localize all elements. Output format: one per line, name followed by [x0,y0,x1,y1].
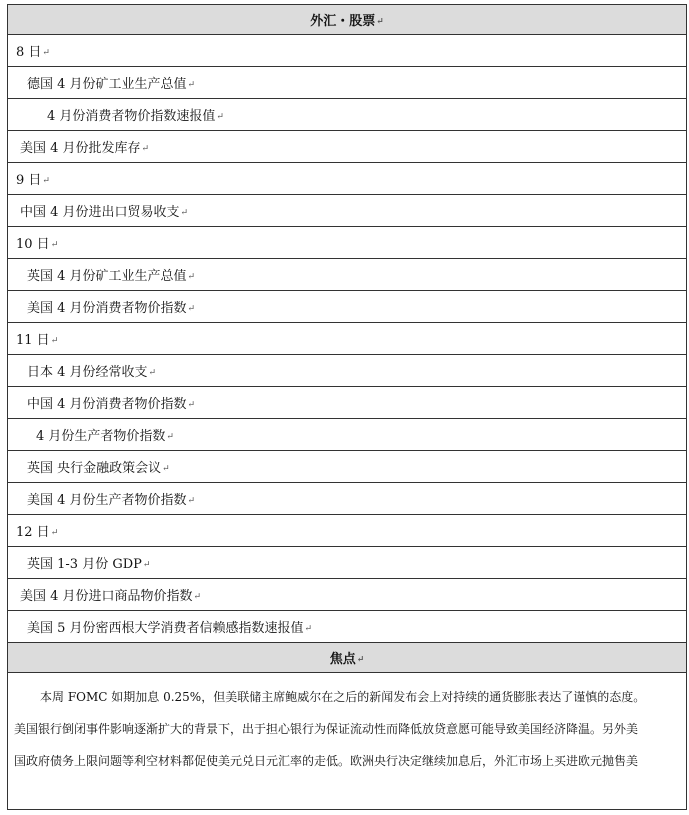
event-row [8,451,686,483]
section-header-forex-stocks [8,5,686,35]
event-row [8,99,686,131]
row-text: 4 月份消费者物价指数速报值 [47,109,216,124]
row-text: 美国 4 月份批发库存 [20,141,141,156]
focus-line: 美国银行倒闭事件影响逐渐扩大的背景下，出于担心银行为保证流动性而降低放贷意愿可能导致美国经济降温。另外美 [14,722,639,736]
row-text: 4 月份生产者物价指数 [36,429,166,444]
paragraph-mark: ↵ [42,47,50,58]
row-text: 11 日 [16,333,50,348]
date-row [8,227,686,259]
row-text: 中国 4 月份进出口贸易收支 [20,205,180,220]
paragraph-mark: ↵ [187,399,196,410]
paragraph-mark: ↵ [187,79,196,90]
event-row [8,579,686,611]
paragraph-mark: ↵ [187,495,196,506]
paragraph-mark: ↵ [216,111,224,122]
event-row [8,195,686,227]
calendar-table [7,4,687,810]
focus-line: 本周 FOMC 如期加息 0.25%，但美联储主席鲍威尔在之后的新闻发布会上对持续的通货膨胀表达了谨慎的态度。 [40,690,646,704]
paragraph-mark: ↵ [141,143,150,154]
row-text: 美国 4 月份生产者物价指数 [27,493,187,508]
row-text: 12 日 [16,525,50,540]
row-text: 美国 4 月份进口商品物价指数 [20,589,193,604]
paragraph-mark: ↵ [187,271,196,282]
paragraph-mark: ↵ [50,239,59,250]
paragraph-mark: ↵ [50,335,59,346]
row-text: 日本 4 月份经常收支 [27,365,148,380]
section-header-focus [8,643,686,673]
row-text: 美国 4 月份消费者物价指数 [27,301,187,316]
paragraph-mark: ↵ [180,207,189,218]
paragraph-mark: ↵ [356,654,365,665]
event-row [8,419,686,451]
paragraph-mark: ↵ [142,559,151,570]
row-text: 9 日 [16,173,42,188]
row-text: 德国 4 月份矿工业生产总值 [27,77,187,92]
event-row [8,483,686,515]
row-text: 英国 4 月份矿工业生产总值 [27,269,187,284]
event-row [8,131,686,163]
event-row [8,67,686,99]
row-text: 8 日 [16,45,42,60]
row-text: 中国 4 月份消费者物价指数 [27,397,187,412]
event-row [8,355,686,387]
paragraph-mark: ↵ [50,527,59,538]
date-row [8,515,686,547]
row-text: 英国 1-3 月份 GDP [27,557,142,572]
paragraph-mark: ↵ [166,431,174,442]
row-text: 美国 5 月份密西根大学消费者信赖感指数速报值 [27,621,304,636]
focus-paragraph [8,673,686,809]
paragraph-mark: ↵ [193,591,202,602]
date-row [8,163,686,195]
date-row [8,323,686,355]
section-title: 外汇・股票 [310,14,376,29]
paragraph-mark: ↵ [162,463,170,474]
event-row [8,611,686,643]
event-row [8,259,686,291]
focus-title: 焦点 [329,652,356,667]
paragraph-mark: ↵ [376,16,384,27]
paragraph-mark: ↵ [304,623,313,634]
event-row [8,547,686,579]
focus-line: 国政府债务上限问题等利空材料都促使美元兑日元汇率的走低。欧洲央行决定继续加息后，外汇市场上买进欧元抛售美 [14,754,639,768]
paragraph-mark: ↵ [148,367,157,378]
paragraph-mark: ↵ [42,175,50,186]
date-row [8,35,686,67]
row-text: 英国 央行金融政策会议 [27,461,162,476]
event-row [8,387,686,419]
event-row [8,291,686,323]
paragraph-mark: ↵ [187,303,196,314]
row-text: 10 日 [16,237,50,252]
